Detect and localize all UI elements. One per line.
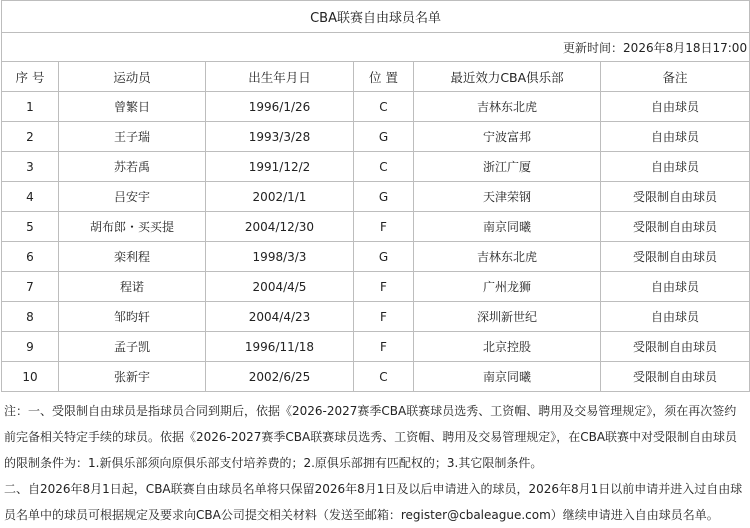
birth-date: 2004/4/5 (206, 272, 354, 302)
note-list-retention-policy: 二、自2026年8月1日起，CBA联赛自由球员名单将只保留2026年8月1日及以后申请进入的球员，2026年8月1日以前申请并进入过自由球员名单中的球员可根据规定及要求向CBA公司提交相关材料（发送至邮箱：register@cbaleague.com）继续申请进入自由球员名单。 (4, 482, 743, 522)
header-number: 序 号 (2, 62, 59, 92)
row-number: 2 (2, 122, 59, 152)
row-number: 10 (2, 362, 59, 392)
table-row (2, 92, 750, 122)
notes-section (0, 392, 748, 528)
table-header-row (2, 62, 750, 92)
remark: 受限制自由球员 (601, 182, 750, 212)
birth-date: 2004/12/30 (206, 212, 354, 242)
position: F (354, 272, 414, 302)
last-club: 吉林东北虎 (414, 242, 601, 272)
header-player: 运动员 (59, 62, 206, 92)
last-club: 吉林东北虎 (414, 92, 601, 122)
remark: 自由球员 (601, 92, 750, 122)
position: C (354, 362, 414, 392)
last-club: 南京同曦 (414, 362, 601, 392)
last-club: 天津荣钢 (414, 182, 601, 212)
player-name: 吕安宇 (59, 182, 206, 212)
remark: 受限制自由球员 (601, 362, 750, 392)
birth-date: 2004/4/23 (206, 302, 354, 332)
row-number: 6 (2, 242, 59, 272)
header-remarks: 备注 (601, 62, 750, 92)
remark: 自由球员 (601, 152, 750, 182)
player-name: 苏若禹 (59, 152, 206, 182)
birth-date: 1991/12/2 (206, 152, 354, 182)
free-agent-table (1, 0, 750, 392)
row-number: 7 (2, 272, 59, 302)
last-club: 深圳新世纪 (414, 302, 601, 332)
table-row (2, 212, 750, 242)
remark: 自由球员 (601, 122, 750, 152)
table-title: CBA联赛自由球员名单 (2, 1, 750, 33)
table-row (2, 182, 750, 212)
remark: 受限制自由球员 (601, 212, 750, 242)
birth-date: 1996/11/18 (206, 332, 354, 362)
birth-date: 1996/1/26 (206, 92, 354, 122)
remark: 自由球员 (601, 302, 750, 332)
last-club: 南京同曦 (414, 212, 601, 242)
birth-date: 2002/6/25 (206, 362, 354, 392)
position: F (354, 302, 414, 332)
row-number: 3 (2, 152, 59, 182)
player-name: 栾利程 (59, 242, 206, 272)
birth-date: 2002/1/1 (206, 182, 354, 212)
last-club: 广州龙狮 (414, 272, 601, 302)
header-last-club: 最近效力CBA俱乐部 (414, 62, 601, 92)
position: C (354, 152, 414, 182)
birth-date: 1998/3/3 (206, 242, 354, 272)
table-row (2, 152, 750, 182)
remark: 受限制自由球员 (601, 332, 750, 362)
header-birthdate: 出生年月日 (206, 62, 354, 92)
player-name: 曾繁日 (59, 92, 206, 122)
row-number: 5 (2, 212, 59, 242)
player-name: 孟子凯 (59, 332, 206, 362)
player-name: 邹昀轩 (59, 302, 206, 332)
position: F (354, 212, 414, 242)
last-club: 北京控股 (414, 332, 601, 362)
row-number: 9 (2, 332, 59, 362)
row-number: 4 (2, 182, 59, 212)
table-row (2, 272, 750, 302)
last-club: 宁波富邦 (414, 122, 601, 152)
position: G (354, 182, 414, 212)
row-number: 8 (2, 302, 59, 332)
position: G (354, 122, 414, 152)
position: F (354, 332, 414, 362)
player-name: 胡布郎・买买提 (59, 212, 206, 242)
header-position: 位 置 (354, 62, 414, 92)
position: G (354, 242, 414, 272)
last-club: 浙江广厦 (414, 152, 601, 182)
remark: 受限制自由球员 (601, 242, 750, 272)
birth-date: 1993/3/28 (206, 122, 354, 152)
player-name: 王子瑞 (59, 122, 206, 152)
note-restricted-definition: 注：一、受限制自由球员是指球员合同到期后，依据《2026-2027赛季CBA联赛球员选秀、工资帽、聘用及交易管理规定》，须在再次签约前完备相关特定手续的球员。依据《2026-2027赛季CBA联赛球员选秀、工资帽、聘用及交易管理规定》，在CBA联赛中对受限制自由球员的限制条件为：1.新俱乐部须向原俱乐部支付培养费的；2.原俱乐部拥有匹配权的；3.其它限制条件。 (4, 404, 738, 470)
row-number: 1 (2, 92, 59, 122)
table-row (2, 332, 750, 362)
player-name: 程诺 (59, 272, 206, 302)
remark: 自由球员 (601, 272, 750, 302)
table-row (2, 302, 750, 332)
player-name: 张新宇 (59, 362, 206, 392)
position: C (354, 92, 414, 122)
table-row (2, 242, 750, 272)
table-row (2, 362, 750, 392)
update-time: 更新时间：2026年8月18日17:00 (2, 33, 750, 62)
table-row (2, 122, 750, 152)
